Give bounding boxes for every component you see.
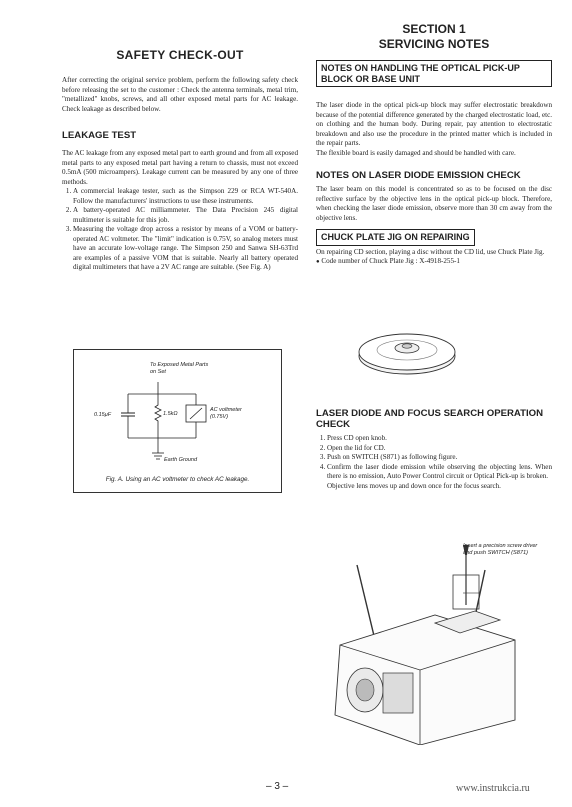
section-title — [316, 22, 552, 52]
label-resistor: 1.5kΩ — [163, 411, 178, 417]
laser-para: The laser beam on this model is concentrated so as to be focused on the disc reflective surface by the objective lens in the optical pick-up block. Therefore, when checking the laser diode emission, observe more than 30 cm away from the objective lens. — [316, 185, 552, 222]
focus-heading: LASER DIODE AND FOCUS SEARCH OPERATION CHECK — [316, 408, 544, 430]
right-column — [316, 22, 552, 268]
notes-para-2: The flexible board is easily damaged and should be handled with care. — [316, 148, 516, 157]
safety-title: SAFETY CHECK-OUT — [116, 48, 244, 62]
methods-list — [62, 187, 298, 273]
page-number: – 3 – — [266, 781, 289, 792]
site-watermark[interactable]: www.instrukcia.ru — [456, 783, 530, 794]
list-item: 2. A battery-operated AC milliammeter. The Data Precision 245 digital multimeter is suitable for this job. — [73, 206, 298, 225]
chuck-heading-box: CHUCK PLATE JIG ON REPAIRING — [316, 229, 475, 246]
bullet-icon: ● — [316, 259, 320, 265]
notes-para: The laser diode in the optical pick-up block may suffer electrostatic breakdown because of the potential difference generated by the charged electrostatic load, etc. on clothing and the human body. During repair, pay attention to electrostatic breakdown and also use the procedure in the printed matter which is included in the repair parts. — [316, 101, 552, 147]
step-note: Objective lens moves up and down once for the focus search. — [327, 481, 501, 490]
section-number: SECTION 1 — [402, 22, 466, 36]
section-subtitle: SERVICING NOTES — [378, 37, 490, 51]
list-item: 3. Measuring the voltage drop across a resistor by means of a VOM or battery-operated AC voltmeter. The "limit" indication is 0.75V, so analog meters must have an accurate low-voltage range. The Simpson 250 and Sanwa SH-63Trd are examples of a passive VOM that is suitable. Nearly all battery operated digital multimeters that have a 2V AC range are suitable. (See Fig. A) — [73, 225, 298, 273]
safety-intro: After correcting the original service problem, perform the following safety check before releasing the set to the customer : Check the antenna terminals, metal trim, "metallized" knobs, screws, and all other exposed metal parts for AC leakage. Check leakage as described below. — [62, 76, 298, 113]
list-item: 1. A commercial leakage tester, such as the Simpson 229 or RCA WT-540A. Follow the manufacturers' instructions to use these instruments. — [73, 187, 298, 206]
steps-list — [316, 434, 552, 482]
focus-search-section — [316, 408, 552, 491]
list-item: 1. Press CD open knob. — [327, 434, 552, 444]
leakage-heading: LEAKAGE TEST — [62, 130, 137, 141]
label-exposed-metal: To Exposed Metal Parts on Set — [150, 362, 209, 375]
switch-callout: Insert a precision screw driver and push SWITCH (S871) — [463, 543, 538, 556]
chuck-code — [316, 257, 552, 268]
label-earth-ground: Earth Ground — [164, 457, 198, 463]
figure-caption: Fig. A. Using an AC voltmeter to check AC leakage. — [105, 476, 250, 483]
left-column — [62, 48, 298, 273]
notes-heading-box: NOTES ON HANDLING THE OPTICAL PICK-UP BLOCK OR BASE UNIT — [316, 60, 552, 87]
list-item: 4. Confirm the laser diode emission while observing the objecting lens. When there is no emission, Auto Power Control circuit or Optical Pick-up is broken. — [327, 463, 552, 482]
list-item: 2. Open the lid for CD. — [327, 444, 552, 454]
laser-heading: NOTES ON LASER DIODE EMISSION CHECK — [316, 170, 521, 181]
label-capacitor: 0.15μF — [94, 412, 112, 418]
chuck-para: On repairing CD section, playing a disc without the CD lid, use Chuck Plate Jig. — [316, 247, 545, 256]
figure-a — [73, 349, 282, 493]
chuck-code-text: Code number of Chuck Plate Jig : X-4918-255-1 — [321, 257, 460, 265]
label-voltmeter: AC voltmeter (0.75V) — [210, 407, 242, 420]
chuck-plate-jig-illustration — [352, 318, 462, 388]
boombox-illustration — [325, 545, 525, 745]
leakage-para: The AC leakage from any exposed metal part to earth ground and from all exposed metal parts to any exposed metal part having a return to chassis, must not exceed 0.5mA (500 microampers). Leakage current can be measured by any one of three methods. — [62, 149, 298, 186]
list-item: 3. Push on SWITCH (S871) as following figure. — [327, 453, 552, 463]
